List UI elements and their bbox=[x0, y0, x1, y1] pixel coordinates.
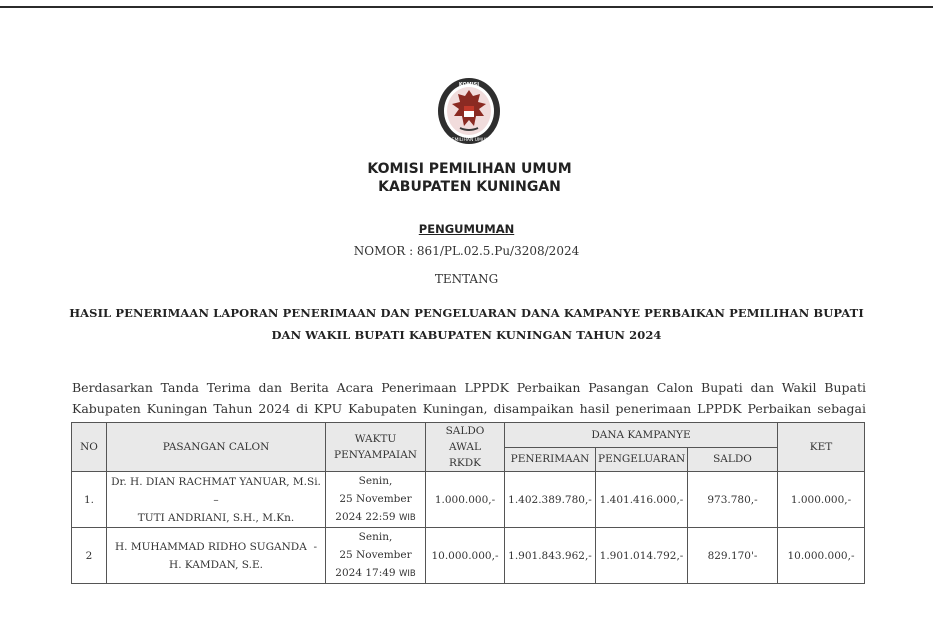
header-saldo-line-1: SALDO AWAL bbox=[445, 425, 485, 453]
submission-time: 2024 17:49 bbox=[335, 567, 396, 579]
candidate-line-2: TUTI ANDRIANI, S.H., M.Kn. bbox=[137, 511, 295, 524]
cell-expense: 1.401.416.000,- bbox=[596, 472, 688, 528]
cell-submission-time bbox=[326, 528, 426, 584]
org-line-2: KABUPATEN KUNINGAN bbox=[378, 179, 561, 195]
cell-balance: 973.780,- bbox=[688, 472, 778, 528]
kpu-seal-logo bbox=[436, 76, 502, 146]
candidate-line-1: H. MUHAMMAD RIDHO SUGANDA - bbox=[114, 540, 317, 553]
header-submission-time bbox=[326, 423, 426, 472]
cell-receipt: 1.402.389.780,- bbox=[505, 472, 596, 528]
cell-candidate bbox=[107, 528, 326, 584]
cell-opening-balance: 1.000.000,- bbox=[426, 472, 505, 528]
submission-day: Senin, bbox=[358, 475, 393, 487]
header-time-line-2: PENYAMPAIAN bbox=[334, 449, 417, 461]
header-saldo-line-2: RKDK bbox=[448, 457, 481, 469]
subject-line-2: DAN WAKIL BUPATI KABUPATEN KUNINGAN TAHUN 2024 bbox=[271, 328, 662, 342]
org-line-1: KOMISI PEMILIHAN UMUM bbox=[367, 161, 572, 177]
header-balance: SALDO bbox=[688, 447, 778, 472]
subject-line-1: HASIL PENERIMAAN LAPORAN PENERIMAAN DAN PENGELUARAN DANA KAMPANYE PERBAIKAN PEMILIHAN BUPATI bbox=[69, 306, 864, 320]
cell-balance: 829.170'- bbox=[688, 528, 778, 584]
organization-name bbox=[3, 160, 933, 196]
header-candidate: PASANGAN CALON bbox=[107, 423, 326, 472]
header-expense: PENGELUARAN bbox=[596, 447, 688, 472]
submission-date: 25 November bbox=[339, 493, 412, 505]
header-receipt: PENERIMAAN bbox=[505, 447, 596, 472]
header-campaign-fund: DANA KAMPANYE bbox=[505, 423, 778, 448]
header-time-line-1: WAKTU bbox=[354, 433, 397, 445]
candidate-line-1: Dr. H. DIAN RACHMAT YANUAR, M.Si. – bbox=[111, 475, 321, 506]
announcement-subject bbox=[0, 302, 933, 346]
announcement-title: PENGUMUMAN bbox=[418, 222, 515, 236]
cell-receipt: 1.901.843.962,- bbox=[505, 528, 596, 584]
submission-day: Senin, bbox=[358, 531, 393, 543]
svg-text:PEMILIHAN UMUM: PEMILIHAN UMUM bbox=[448, 138, 490, 143]
campaign-fund-table bbox=[71, 422, 865, 584]
table-row bbox=[72, 472, 865, 528]
submission-time-line bbox=[328, 564, 423, 583]
top-rule bbox=[0, 6, 933, 8]
submission-timezone: WIB bbox=[398, 513, 416, 523]
header-no: NO bbox=[72, 423, 107, 472]
cell-no: 1. bbox=[72, 472, 107, 528]
announcement-about: TENTANG bbox=[434, 272, 499, 286]
submission-time: 2024 22:59 bbox=[335, 511, 396, 523]
cell-candidate bbox=[107, 472, 326, 528]
submission-timezone: WIB bbox=[398, 569, 416, 579]
header-opening-balance bbox=[426, 423, 505, 472]
table-row bbox=[72, 528, 865, 584]
cell-note: 1.000.000,- bbox=[778, 472, 865, 528]
cell-no: 2 bbox=[72, 528, 107, 584]
announcement-number: NOMOR : 861/PL.02.5.Pu/3208/2024 bbox=[353, 244, 580, 258]
cell-expense: 1.901.014.792,- bbox=[596, 528, 688, 584]
submission-time-line bbox=[328, 508, 423, 527]
svg-text:KOMISI: KOMISI bbox=[458, 82, 480, 88]
header-note: KET bbox=[778, 423, 865, 472]
body-paragraph: Berdasarkan Tanda Terima dan Berita Acara Penerimaan LPPDK Perbaikan Pasangan Calon Bupati dan Wakil Bupati Kabupaten Kuningan Tahun 2024 di KPU Kabupaten Kuningan, disampaikan hasil penerimaan LPPDK Perbaikan sebagai bbox=[72, 380, 866, 416]
cell-note: 10.000.000,- bbox=[778, 528, 865, 584]
candidate-line-2: H. KAMDAN, S.E. bbox=[169, 558, 263, 571]
submission-date: 25 November bbox=[339, 549, 412, 561]
cell-submission-time bbox=[326, 472, 426, 528]
cell-opening-balance: 10.000.000,- bbox=[426, 528, 505, 584]
